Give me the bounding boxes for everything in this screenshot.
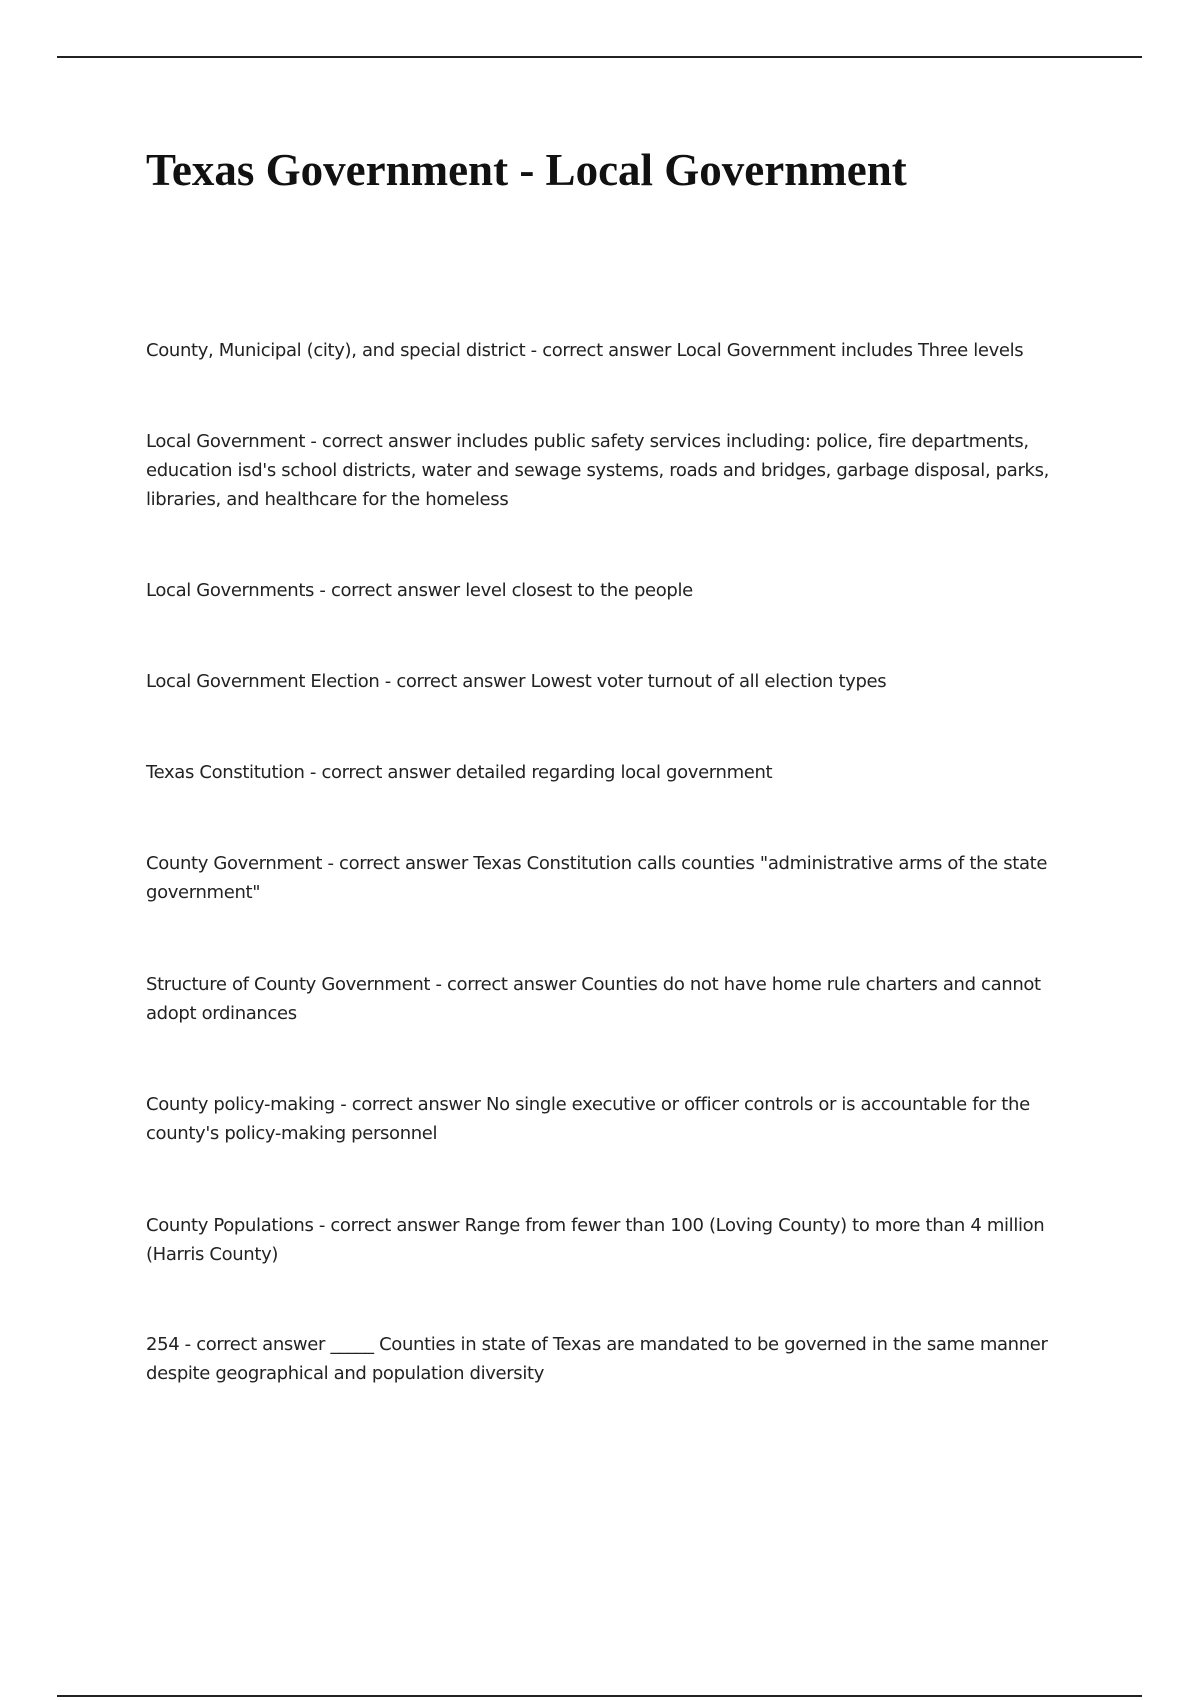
flashcard-entry xyxy=(146,427,1086,514)
flashcard-entry xyxy=(146,1330,1086,1388)
entry-answer: detailed regarding local government xyxy=(455,762,773,783)
flashcard-entry xyxy=(146,1211,1086,1269)
entry-term: County policy-making - xyxy=(146,1094,352,1115)
entry-answer-label: correct answer xyxy=(321,762,451,783)
entry-answer: level closest to the people xyxy=(465,580,693,601)
flashcard-entry xyxy=(146,970,1086,1028)
entry-term: Local Governments - xyxy=(146,580,331,601)
entry-answer-label: correct answer xyxy=(351,1094,481,1115)
entry-answer-label: correct answer xyxy=(396,671,526,692)
flashcard-entry xyxy=(146,576,1086,605)
entry-answer-label: correct answer xyxy=(321,431,451,452)
flashcard-entry xyxy=(146,758,1086,787)
entry-answer-label: correct answer xyxy=(330,1215,460,1236)
flashcard-entry xyxy=(146,1090,1086,1148)
flashcard-entry xyxy=(146,849,1086,907)
bottom-divider xyxy=(57,1695,1142,1697)
entry-term: Structure of County Government - xyxy=(146,974,447,995)
entry-answer: _____ Counties in state of Texas are mandated to be governed in the same manner despite geographical and population diversity xyxy=(146,1334,1048,1384)
entry-answer: Range from fewer than 100 (Loving County) to more than 4 million (Harris County) xyxy=(146,1215,1045,1265)
entry-answer-label: correct answer xyxy=(196,1334,326,1355)
flashcard-entry xyxy=(146,336,1086,365)
entry-term: County Populations - xyxy=(146,1215,330,1236)
entry-answer: includes public safety services including: police, fire departments, education isd's school districts, water and sewage systems, roads and bridges, garbage disposal, parks, libraries, and healthcare for the homeless xyxy=(146,431,1049,510)
entry-term: County, Municipal (city), and special district - xyxy=(146,340,542,361)
flashcard-entry xyxy=(146,667,1086,696)
entry-answer-label: correct answer xyxy=(447,974,576,995)
entry-answer-label: correct answer xyxy=(339,853,468,874)
entry-term: Local Government Election - xyxy=(146,671,396,692)
entry-term: 254 - xyxy=(146,1334,196,1355)
document-title: Texas Government - Local Government xyxy=(146,145,907,195)
entry-term: County Government - xyxy=(146,853,339,874)
entry-term: Local Government - xyxy=(146,431,322,452)
flashcard-list xyxy=(146,0,1086,1700)
entry-answer-label: correct answer xyxy=(330,580,460,601)
entry-answer: Local Government includes Three levels xyxy=(676,340,1024,361)
entry-term: Texas Constitution - xyxy=(146,762,321,783)
entry-answer: No single executive or officer controls or is accountable for the county's policy-making personnel xyxy=(146,1094,1030,1144)
entry-answer: Texas Constitution calls counties "administrative arms of the state government" xyxy=(146,853,1048,903)
entry-answer: Lowest voter turnout of all election types xyxy=(530,671,887,692)
entry-answer: Counties do not have home rule charters and cannot adopt ordinances xyxy=(146,974,1041,1024)
entry-answer-label: correct answer xyxy=(542,340,672,361)
